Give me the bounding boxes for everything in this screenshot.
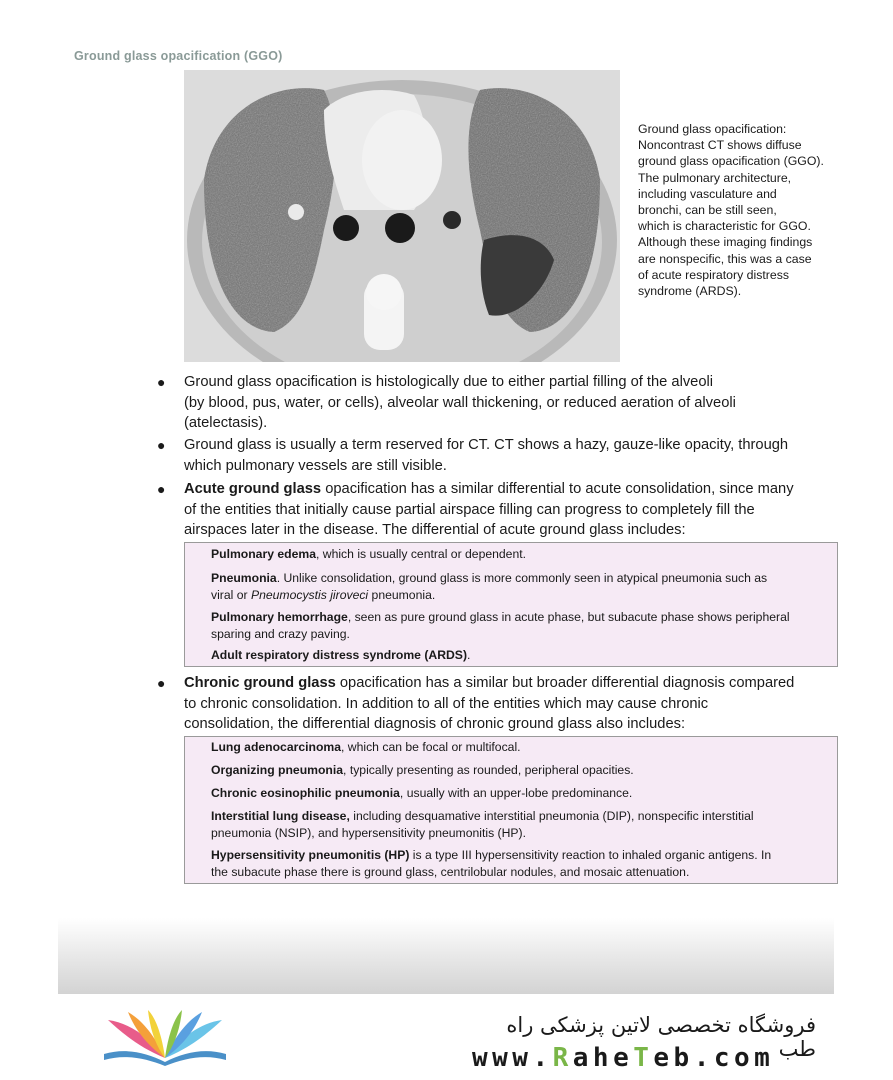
bullet-dot: ●: [157, 675, 166, 691]
url-part: eb.com: [653, 1043, 775, 1073]
caption-line: including vasculature and: [638, 186, 777, 201]
entry-text: , usually with an upper-lobe predominance.: [399, 786, 633, 800]
entry-text: , typically presenting as rounded, peripheral opacities.: [343, 763, 634, 777]
entry-term: Adult respiratory distress syndrome (ARDS): [211, 648, 467, 662]
bullet-line: Ground glass is usually a term reserved for CT. CT shows a hazy, gauze-like opacity, through: [184, 437, 789, 453]
entry-term: Pulmonary edema: [211, 547, 316, 561]
bullet-text: opacification has a similar but broader differential diagnosis compared: [335, 675, 795, 691]
entry-term: Lung adenocarcinoma: [211, 740, 342, 754]
entry-term: Pulmonary hemorrhage: [211, 610, 348, 624]
differential-entry: [211, 808, 837, 842]
url-accent: R: [552, 1043, 573, 1073]
ct-scan-image: [184, 70, 620, 362]
entry-term: Pneumonia: [211, 571, 277, 585]
caption-line: The pulmonary architecture,: [638, 170, 792, 185]
caption-line: ground glass opacification (GGO).: [638, 154, 824, 169]
caption-line: bronchi, can be still seen,: [638, 203, 777, 218]
bullet-line: which pulmonary vessels are still visible.: [184, 457, 447, 474]
differential-entry: [211, 847, 837, 881]
bullet-line: (atelectasis).: [184, 415, 268, 431]
bullet-dot: ●: [157, 481, 166, 497]
caption-line: syndrome (ARDS).: [638, 284, 742, 299]
bullet-acute-ground-glass: [157, 479, 844, 541]
entry-text: , seen as pure ground glass in acute phase, but subacute phase shows peripheral: [347, 610, 790, 624]
entry-text: viral or: [211, 588, 251, 602]
bullet-histology: [157, 372, 844, 434]
caption-line: which is characteristic for GGO.: [638, 219, 811, 234]
entry-text: including desquamative interstitial pneumonia (DIP), nonspecific interstitial: [349, 809, 754, 823]
caption-line: Although these imaging findings: [638, 235, 813, 250]
entry-text: the subacute phase there is ground glass, centrilobular nodules, and mosaic attenuation.: [211, 865, 690, 879]
caption-line: of acute respiratory distress: [638, 267, 790, 282]
figure-caption: [638, 121, 848, 299]
acute-differential-box: [184, 542, 838, 667]
entry-text: , which is usually central or dependent.: [316, 547, 527, 561]
entry-text: .: [467, 648, 471, 662]
chronic-differential-box: [184, 736, 838, 884]
entry-term: Interstitial lung disease,: [211, 809, 350, 823]
bullet-line: (by blood, pus, water, or cells), alveolar wall thickening, or reduced aeration of alveoli: [184, 394, 736, 411]
differential-entry: [211, 647, 837, 664]
store-url: [472, 1043, 774, 1073]
entry-text: . Unlike consolidation, ground glass is more commonly seen in atypical pneumonia such as: [276, 571, 768, 585]
entry-text: pneumonia (NSIP), and hypersensitivity pneumonitis (HP).: [211, 826, 526, 840]
url-accent: T: [633, 1043, 654, 1073]
entry-term: Organizing pneumonia: [211, 763, 344, 777]
differential-entry: [211, 546, 837, 563]
bullet-bold-term: Chronic ground glass: [184, 675, 336, 691]
entry-text: , which can be focal or multifocal.: [341, 740, 521, 754]
bullet-line: to chronic consolidation. In addition to all of the entities which may cause chronic: [184, 695, 709, 712]
entry-text: pneumonia.: [368, 588, 436, 602]
bullet-line: Ground glass opacification is histologically due to either partial filling of the alveoli: [184, 374, 714, 390]
bullet-chronic-ground-glass: [157, 673, 844, 735]
section-title: Ground glass opacification (GGO): [74, 49, 283, 63]
bullet-line: of the entities that initially cause partial airspace filling can progress to completely fill the: [184, 501, 755, 518]
url-part: www.: [472, 1043, 553, 1073]
bullet-dot: ●: [157, 374, 166, 390]
page-bottom-shadow: [58, 918, 834, 994]
entry-text: is a type III hypersensitivity reaction to inhaled organic antigens. In: [409, 848, 772, 862]
bullet-line: consolidation, the differential diagnosis of chronic ground glass also includes:: [184, 716, 686, 732]
bullet-dot: ●: [157, 437, 166, 453]
entry-term: Chronic eosinophilic pneumonia: [211, 786, 400, 800]
differential-entry: [211, 570, 837, 604]
store-name: فروشگاه تخصصی لاتین پزشکی راه طب: [506, 1013, 816, 1061]
caption-line: Ground glass opacification:: [638, 122, 787, 136]
entry-italic: Pneumocystis jiroveci: [250, 588, 369, 602]
entry-text: sparing and crazy paving.: [211, 627, 350, 641]
bullet-bold-term: Acute ground glass: [184, 481, 322, 497]
entry-term: Hypersensitivity pneumonitis (HP): [211, 848, 410, 862]
bullet-line: airspaces later in the disease. The differential of acute ground glass includes:: [184, 522, 686, 538]
book-logo-icon: [100, 1008, 230, 1068]
caption-line: are nonspecific, this was a case: [638, 251, 812, 266]
differential-entry: [211, 609, 837, 643]
bullet-text: opacification has a similar differential to acute consolidation, since many: [321, 481, 794, 497]
caption-line: Noncontrast CT shows diffuse: [638, 138, 802, 153]
url-part: ahe: [572, 1043, 634, 1073]
differential-entry: [211, 785, 837, 802]
differential-entry: [211, 739, 837, 756]
differential-entry: [211, 762, 837, 779]
bullet-ct-term: [157, 435, 844, 476]
